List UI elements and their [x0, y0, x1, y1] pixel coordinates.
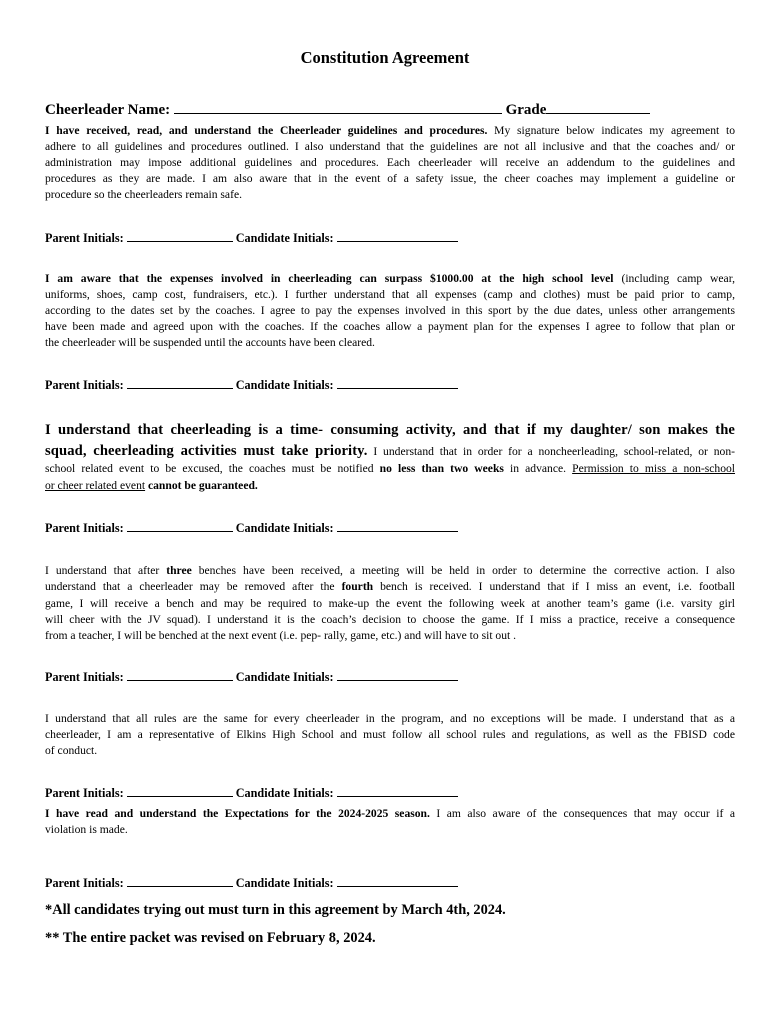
two-weeks-bold-text: no less than two weeks — [379, 462, 504, 475]
expenses-bold-text: I am aware that the expenses involved in cheerleading can surpass $1000.00 at the high school level — [45, 272, 614, 285]
candidate-initials-label: Candidate Initials: — [235, 876, 334, 890]
cheerleader-name-label: Cheerleader Name: — [45, 102, 171, 118]
paragraph-line: procedures as they are made. I am also aware that in the event of a safety issue, the cheer coaches may implement a guideline or — [45, 172, 735, 185]
grade-label: Grade — [505, 102, 547, 118]
paragraph-text: My signature below indicates my agreement to — [487, 124, 735, 137]
permission-underlined-text: Permission to miss a non-school — [572, 462, 736, 475]
paragraph-text: school related event to be excused, the coaches must be notified — [45, 462, 380, 475]
time-commitment-heading: I understand that cheerleading is a time- consuming activity, and that if my daughter/ son makes the — [45, 422, 735, 438]
deadline-note: *All candidates trying out must turn in this agreement by March 4th, 2024. — [45, 902, 506, 918]
paragraph-line: of conduct. — [45, 744, 98, 757]
paragraph-line: according to the dates set by the coaches. I agree to pay the expenses involved in this sport by the due dates, unless other arrangements — [45, 304, 735, 317]
parent-initials-label: Parent Initials: — [45, 231, 124, 245]
candidate-initials-field[interactable] — [337, 376, 458, 389]
paragraph-text: bench is received. I understand that if I miss an event, i.e. football — [373, 580, 736, 593]
candidate-initials-field[interactable] — [337, 229, 458, 242]
name-grade-row — [45, 101, 735, 118]
paragraph-line: uniforms, shoes, camp cost, fundraisers, etc.). I further understand that all expenses (camp and clothes) must be paid prior to camp, — [45, 288, 735, 301]
paragraph-line: adhere to all guidelines and procedures outlined. I also understand that the guidelines are not all inclusive and that the coaches and/ or — [45, 140, 735, 153]
page-title: Constitution Agreement — [300, 48, 470, 67]
expectations-bold-text: I have read and understand the Expectations for the 2024-2025 season. — [45, 807, 430, 820]
candidate-initials-field[interactable] — [337, 874, 458, 887]
paragraph-line: administration may impose additional guidelines and procedures. Each cheerleader will receive an addendum to the guidelines and — [45, 156, 735, 169]
candidate-initials-label: Candidate Initials: — [235, 231, 334, 245]
fourth-bold-text: fourth — [341, 580, 374, 593]
guidelines-bold-text: I have received, read, and understand the Cheerleader guidelines and procedures. — [45, 124, 488, 137]
grade-field[interactable] — [546, 101, 650, 114]
parent-initials-label: Parent Initials: — [45, 876, 124, 890]
paragraph-line: procedure so the cheerleaders remain safe. — [45, 188, 242, 201]
candidate-initials-label: Candidate Initials: — [235, 786, 334, 800]
candidate-initials-field[interactable] — [337, 668, 458, 681]
paragraph-line: from a teacher, I will be benched at the next event (i.e. pep- rally, game, etc.) and will have to sit out . — [45, 629, 517, 642]
paragraph-text: I understand that after — [45, 564, 167, 577]
three-bold-text: three — [166, 564, 192, 577]
paragraph-text: I understand that in order for a noncheerleading, school-related, or non- — [367, 445, 735, 458]
candidate-initials-field[interactable] — [337, 784, 458, 797]
candidate-initials-label: Candidate Initials: — [235, 378, 334, 392]
initials-row-5 — [45, 784, 735, 801]
candidate-initials-label: Candidate Initials: — [235, 521, 334, 535]
paragraph-line: the cheerleader will be suspended until the accounts have been cleared. — [45, 336, 375, 349]
parent-initials-label: Parent Initials: — [45, 378, 124, 392]
paragraph-text: in advance. — [503, 462, 573, 475]
paragraph-line: have been made and agreed upon with the coaches. If the coaches allow a payment plan for the expenses I agree to follow that plan or — [45, 320, 735, 333]
initials-row-3 — [45, 519, 735, 536]
paragraph-text: I am also aware of the consequences that may occur if a — [429, 807, 735, 820]
parent-initials-field[interactable] — [127, 784, 233, 797]
parent-initials-label: Parent Initials: — [45, 521, 124, 535]
parent-initials-label: Parent Initials: — [45, 786, 124, 800]
paragraph-line: will cheer with the JV squad). I understand it is the coach’s decision to choose the game. If I miss a practice, receive a consequence — [45, 613, 735, 626]
parent-initials-label: Parent Initials: — [45, 670, 124, 684]
parent-initials-field[interactable] — [127, 668, 233, 681]
paragraph-line: violation is made. — [45, 823, 128, 836]
paragraph-line: cheerleader, I am a representative of Elkins High School and must follow all school rules and regulations, as well as the FBISD code — [45, 728, 735, 741]
paragraph-line: game, I will receive a bench and may be required to make-up the event the following week at another team’s game (i.e. varsity girl — [45, 597, 735, 610]
not-guaranteed-bold-text: cannot be guaranteed. — [145, 479, 258, 492]
candidate-initials-label: Candidate Initials: — [235, 670, 334, 684]
candidate-initials-field[interactable] — [337, 519, 458, 532]
initials-row-4 — [45, 668, 735, 685]
initials-row-1 — [45, 229, 735, 246]
revision-note: ** The entire packet was revised on February 8, 2024. — [45, 930, 376, 946]
parent-initials-field[interactable] — [127, 229, 233, 242]
initials-row-6 — [45, 874, 735, 891]
parent-initials-field[interactable] — [127, 376, 233, 389]
priority-bold-text: squad, cheerleading activities must take priority. — [45, 443, 368, 459]
initials-row-2 — [45, 376, 735, 393]
paragraph-line: I understand that all rules are the same for every cheerleader in the program, and no exceptions will be made. I understand that as a — [45, 712, 735, 725]
permission-underlined-text: or cheer related event — [45, 479, 146, 492]
parent-initials-field[interactable] — [127, 874, 233, 887]
paragraph-text: benches have been received, a meeting will be held in order to determine the corrective action. I also — [191, 564, 735, 577]
cheerleader-name-field[interactable] — [174, 101, 502, 114]
parent-initials-field[interactable] — [127, 519, 233, 532]
paragraph-text: understand that a cheerleader may be removed after the — [45, 580, 342, 593]
paragraph-text: (including camp wear, — [613, 272, 735, 285]
